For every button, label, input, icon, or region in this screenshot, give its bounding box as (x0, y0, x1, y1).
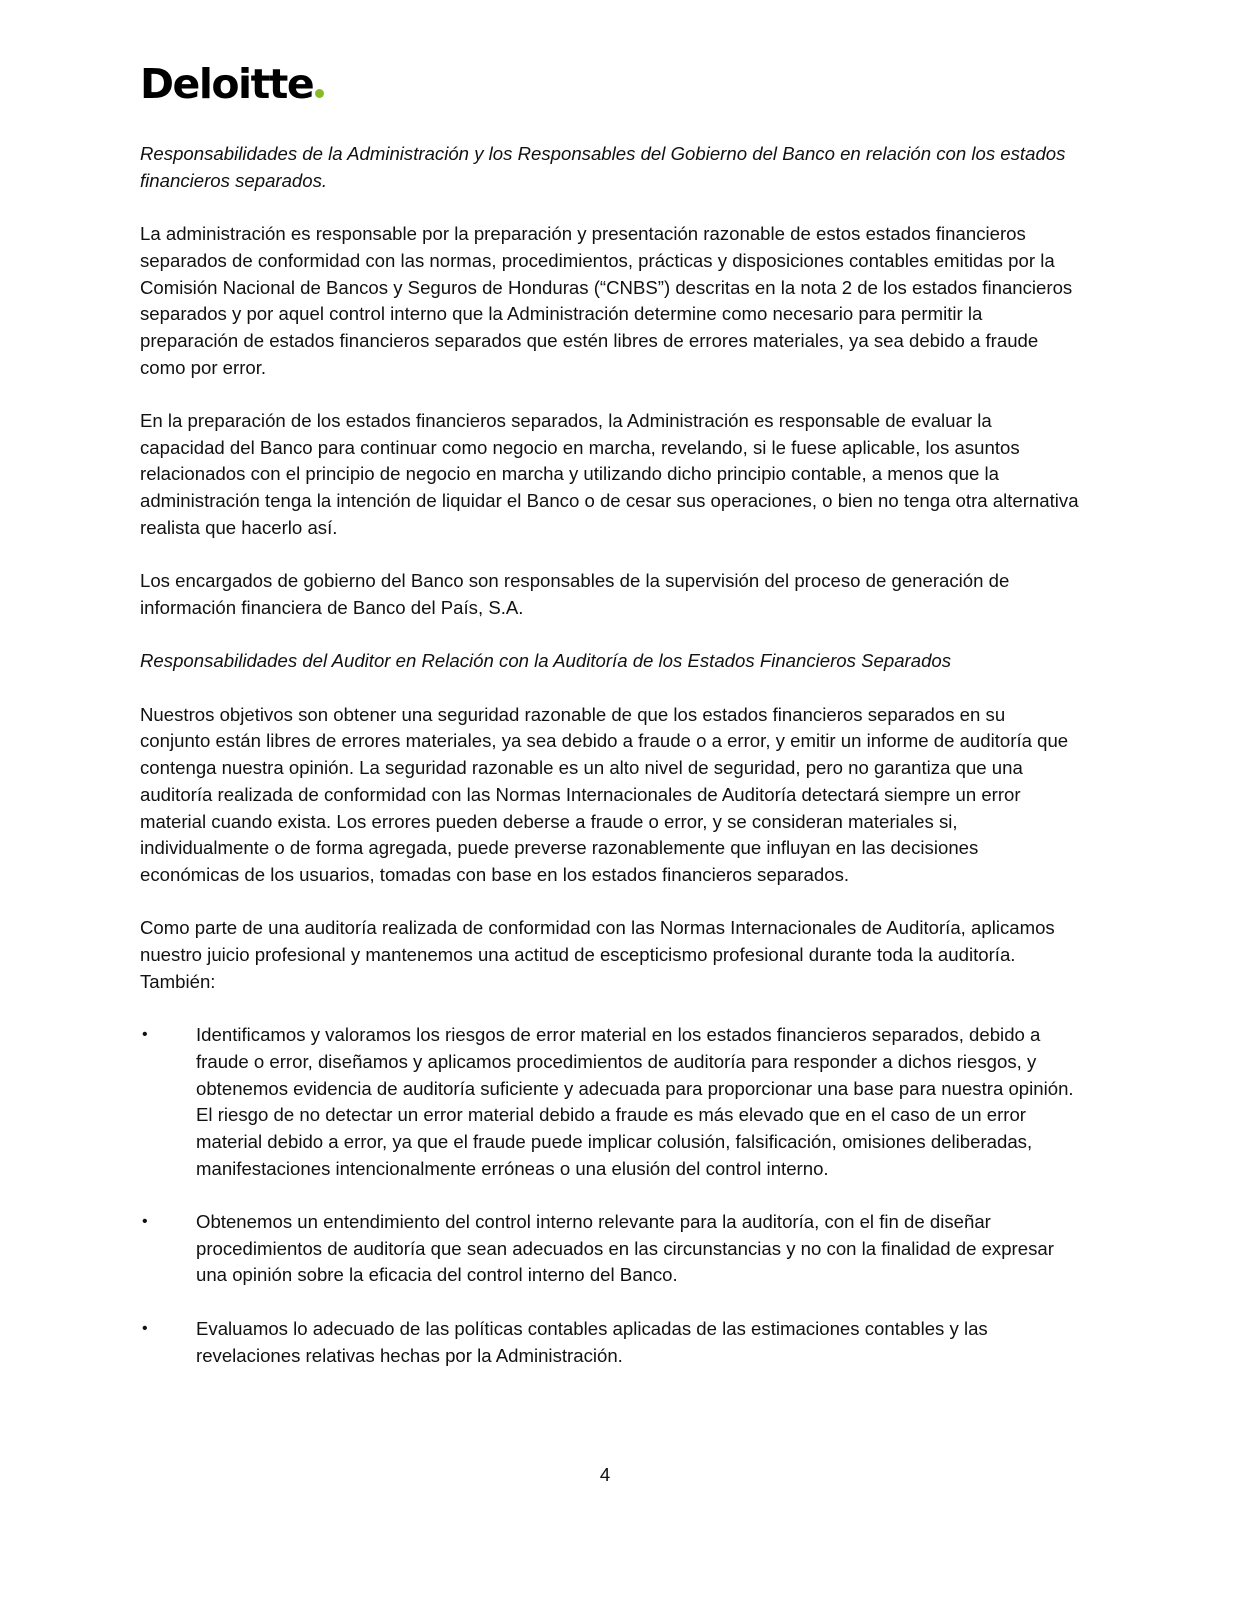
paragraph-going-concern: En la preparación de los estados financieros separados, la Administración es responsable de evaluar la capacidad del Banco para continuar como negocio en marcha, revelando, si le fuese aplicable, los asuntos relacionados con el principio de negocio en marcha y utilizando dicho principio contable, a menos que la administración tenga la intención de liquidar el Banco o de cesar sus operaciones, o bien no tenga otra alternativa realista que hacerlo así. (140, 410, 1079, 538)
section-heading-management: Responsabilidades de la Administración y los Responsables del Gobierno del Banco en relación con los estados financieros separados. (140, 143, 1066, 191)
logo-dot-icon (315, 89, 324, 98)
document-body (140, 141, 1080, 1396)
bullet-icon: • (142, 1213, 148, 1230)
list-item-text: Evaluamos lo adecuado de las políticas contables aplicadas de las estimaciones contables y las revelaciones relativas hechas por la Administración. (196, 1317, 988, 1366)
paragraph-professional-judgment: Como parte de una auditoría realizada de conformidad con las Normas Internacionales de Auditoría, aplicamos nuestro juicio profesional y mantenemos una actitud de escepticismo profesional durante toda la auditoría. También: (140, 917, 1055, 992)
list-item (140, 1209, 1080, 1289)
paragraph-auditor-objectives: Nuestros objetivos son obtener una seguridad razonable de que los estados financieros separados en su conjunto están libres de errores materiales, ya sea debido a fraude o a error, y emitir un informe de auditoría que contenga nuestra opinión. La seguridad razonable es un alto nivel de seguridad, pero no garantiza que una auditoría realizada de conformidad con las Normas Internacionales de Auditoría detectará siempre un error material cuando exista. Los errores pueden deberse a fraude o error, y se consideran materiales si, individualmente o de forma agregada, puede preverse razonablemente que influyan en las decisiones económicas de los usuarios, tomadas con base en los estados financieros separados. (140, 703, 1069, 885)
list-item (140, 1316, 1080, 1369)
deloitte-logo (140, 60, 324, 108)
page-number: 4 (599, 1464, 611, 1485)
paragraph-governance: Los encargados de gobierno del Banco son responsables de la supervisión del proceso de generación de información financiera de Banco del País, S.A. (140, 570, 1010, 618)
bullet-icon: • (142, 1026, 148, 1044)
list-item-text: Identificamos y valoramos los riesgos de error material en los estados financieros separados, debido a fraude o error, diseñamos y aplicamos procedimientos de auditoría para responder a dichos riesgos, y obtenemos evidencia de auditoría suficiente y adecuada para proporcionar una base para nuestra opinión. El riesgo de no detectar un error material debido a fraude es más elevado que en el caso de un error material debido a error, ya que el fraude puede implicar colusión, falsificación, omisiones deliberadas, manifestaciones intencionalmente erróneas o una elusión del control interno. (196, 1024, 1074, 1179)
paragraph-management-responsibility: La administración es responsable por la preparación y presentación razonable de estos estados financieros separados de conformidad con las normas, procedimientos, prácticas y disposiciones contables emitidas por la Comisión Nacional de Bancos y Seguros de Honduras (“CNBS”) descritas en la nota 2 de los estados financieros separados y por aquel control interno que la Administración determine como necesario para permitir la preparación de estados financieros separados que estén libres de errores materiales, ya sea debido a fraude como por error. (140, 223, 1073, 378)
list-item (140, 1022, 1080, 1182)
bullet-icon: • (142, 1319, 148, 1337)
procedures-list (140, 1022, 1080, 1369)
section-heading-auditor: Responsabilidades del Auditor en Relación con la Auditoría de los Estados Financieros Separados (140, 650, 952, 672)
list-item-text: Obtenemos un entendimiento del control interno relevante para la auditoría, con el fin de diseñar procedimientos de auditoría que sean adecuados en las circunstancias y no con la finalidad de expresar una opinión sobre la eficacia del control interno del Banco. (196, 1211, 1054, 1286)
logo-text: Deloitte (140, 60, 314, 108)
